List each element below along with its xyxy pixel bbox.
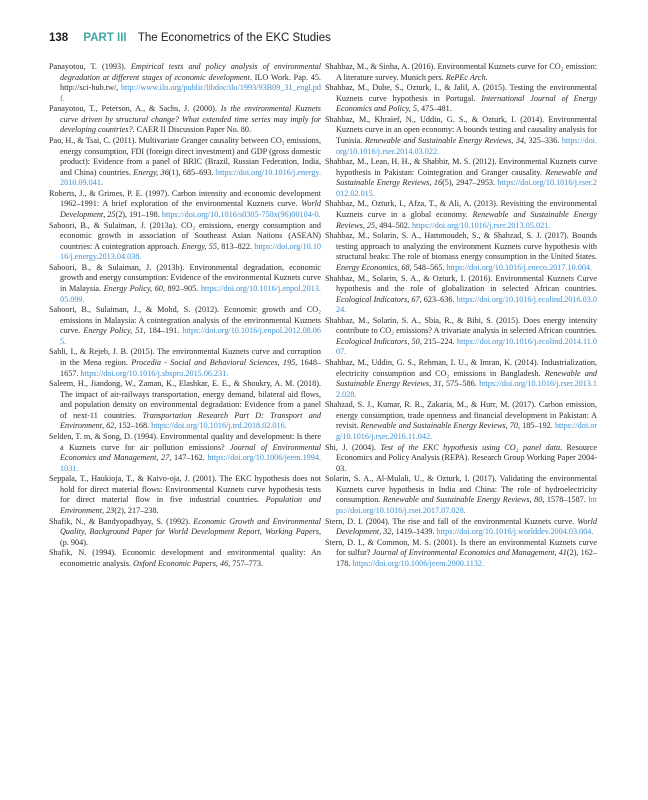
reference-text: Panayotou, T., Peterson, A., & Sachs, J. (2000).	[49, 104, 221, 114]
reference-text: Solarin, S. A., Al-Mulali, U., & Ozturk, I. (2017). Validating the environmental Kuznets curve hypothesis in India and China: The role of hydroelectricity consumption.	[325, 474, 597, 505]
reference-source-italic: Ecological Indicators, 50	[336, 336, 420, 346]
reference-text: Stern, D. I., & Common, M. S. (2001). Is there an environmental Kuznets curve for sulfur?	[325, 537, 597, 558]
reference-entry	[325, 62, 597, 83]
reference-entry	[49, 305, 321, 347]
reference-entry	[49, 263, 321, 305]
reference-details: , 185–192.	[517, 421, 555, 431]
reference-source-italic: Economic Growth and Environmental Quality, Background Paper for World Development Report, Working Papers	[60, 516, 321, 537]
reference-source-italic: World Development, 25	[60, 199, 321, 219]
reference-source-italic: International Journal of Energy Economics and Policy, 5	[336, 93, 597, 114]
reference-entry	[325, 517, 597, 538]
reference-doi-link[interactable]: https://doi.org/10.1016/j.rser.2016.11.042.	[336, 421, 598, 441]
reference-text: Shafik, N., & Bandyopadhyay, S. (1992).	[49, 516, 194, 526]
reference-details: (1), 685–693.	[168, 167, 216, 177]
reference-entry	[49, 517, 321, 549]
reference-text: Saboori, B., & Sulaiman, J. (2013a). CO₂ emissions, energy consumption and economic growth in association of Southeast Asian Nations (ASEAN) countries: A cointegration approach.	[49, 220, 321, 251]
reference-source-italic: Procedia - Social and Behavioral Sciences, 195	[131, 357, 296, 367]
reference-entry	[325, 538, 597, 570]
reference-source-italic: Energy Policy, 60	[103, 283, 163, 293]
reference-source-italic: Energy, 36	[133, 167, 169, 177]
reference-doi-link[interactable]: https://doi.org/10.1016/j.rser.2013.05.021.	[411, 220, 551, 230]
reference-entry	[49, 548, 321, 569]
reference-doi-link[interactable]: https://doi.org/10.1016/j.worlddev.2004.03.004.	[436, 527, 594, 537]
reference-details: , 892–905.	[162, 283, 201, 293]
reference-source-italic: Renewable and Sustainable Energy Reviews, 34	[364, 136, 525, 146]
reference-entry	[49, 136, 321, 189]
reference-text: Stern, D. I. (2004). The rise and fall of the environmental Kuznets curve.	[325, 516, 578, 526]
reference-doi-link[interactable]: https://doi.org/10.1016/j.enpol.2013.05.099.	[60, 283, 321, 304]
reference-entry	[325, 199, 597, 231]
reference-source-italic: RePEc Arch	[445, 72, 486, 82]
reference-source-italic: Renewable and Sustainable Energy Reviews, 80	[382, 495, 543, 505]
reference-details: , 494–502.	[375, 220, 412, 230]
reference-entry	[49, 474, 321, 516]
reference-entry	[325, 316, 597, 358]
reference-details: , 215–224.	[419, 336, 457, 346]
reference-text: Shahzad, S. J., Kumar, R. R., Zakaria, M., & Hurr, M. (2017). Carbon emission, energy consumption, trade openness and financial development in Pakistan: A revisit.	[325, 400, 597, 431]
reference-doi-link[interactable]: https://doi.org/10.1016/s0305-750x(96)00104-0.	[161, 209, 321, 219]
reference-details: , 757–773.	[228, 558, 263, 568]
reference-text: Shahbaz, M., Solarin, S. A., Sbia, R., & Bibi, S. (2015). Does energy intensity contribute to CO₂ emissions? A trivariate analysis in selected African countries.	[325, 315, 597, 336]
reference-entry	[49, 62, 321, 104]
reference-source-italic: Renewable and Sustainable Energy Reviews, 25	[336, 210, 597, 230]
reference-source-italic: Population and Environment, 23	[60, 495, 321, 515]
reference-source-italic: Journal of Environmental Economics and Management, 27	[60, 442, 321, 463]
reference-doi-link[interactable]: https://doi.org/10.1006/jeem.2000.1132.	[352, 558, 485, 568]
running-header	[49, 30, 331, 46]
reference-details: , (p. 904).	[60, 527, 321, 547]
reference-entry	[325, 115, 597, 157]
reference-entry	[325, 358, 597, 400]
reference-text: Selden, T. m, & Song, D. (1994). Environmental quality and development: Is there a Kuznets curve for air pollution emissions?	[49, 431, 321, 452]
reference-source-italic: Renewable and Sustainable Energy Reviews, 31	[336, 368, 598, 389]
reference-doi-link[interactable]: https://doi.org/10.1016/j.rser.2012.02.015.	[336, 178, 598, 198]
reference-text: Pao, H., & Tsai, C. (2011). Multivariate Granger causality between CO₂ emissions, energy consumption, FDI (foreign direct investment) and GDP (gross domestic product): Evidence from a panel of BRIC (Brazil, Russian Federation, India, and China) countries.	[49, 136, 321, 177]
reference-details: , 325–336.	[524, 136, 562, 146]
reference-text: Panayotou, T. (1993).	[49, 62, 131, 71]
reference-doi-link[interactable]: https://doi.org/10.1016/j.rser.2013.12.028.	[336, 379, 597, 399]
reference-details: (2), 191–198.	[115, 209, 162, 219]
reference-text: Saboori, B., & Sulaiman, J. (2013b). Environmental degradation, economic growth and energy consumption: Evidence of the environmental Kuznets curve in Malaysia.	[49, 262, 321, 293]
reference-text: Shahbaz, M., Ozturk, I., Afza, T., & Ali, A. (2013). Revisiting the environmental Kuznets curve in a global economy.	[325, 199, 597, 220]
reference-source-italic: Test of the EKC hypothesis using CO₂ panel data	[380, 442, 561, 452]
reference-doi-link[interactable]: http://www.ilo.org/public/libdoc/ilo/1993/93B09_31_engl.pdf.	[60, 83, 321, 103]
page-number: 138	[49, 32, 69, 44]
reference-entry	[49, 432, 321, 474]
reference-details: , 548–565.	[409, 262, 447, 272]
reference-text: Shahbaz, M., Lean, H. H., & Shabbir, M. S. (2012). Environmental Kuznets curve hypothesis in Pakistan: Cointegration and Granger causality.	[325, 157, 597, 177]
reference-doi-link[interactable]: https://doi.org/10.1016/j.trd.2018.02.016.	[151, 421, 287, 431]
reference-entry	[49, 189, 321, 221]
reference-source-italic: Energy Economics, 68	[336, 262, 410, 272]
reference-doi-link[interactable]: https://doi.org/10.1016/j.energy.2010.09.041.	[60, 167, 321, 188]
part-label: PART III	[83, 32, 127, 44]
reference-details: , 623–636.	[419, 294, 457, 304]
reference-doi-link[interactable]: https://doi.org/10.1016/j.ecolind.2016.03.024.	[336, 294, 597, 315]
reference-details: , 1648–1657.	[60, 357, 322, 378]
reference-source-italic: Transportation Research Part D: Transport and Environment, 62	[60, 410, 321, 431]
references-column-right	[325, 62, 597, 570]
reference-source-italic: Energy, 55	[181, 241, 217, 251]
reference-text: Shahbaz, M., Khraief, N., Uddin, G. S., & Ozturk, I. (2014). Environmental Kuznets curve in an open economy: A bounds testing and causality analysis for Tunisia.	[325, 114, 597, 146]
reference-text: Roberts, J., & Grimes, P. E. (1997). Carbon intensity and economic development 1962–1991: A brief exploration of the environmental Kuznets curve.	[49, 188, 321, 209]
reference-text: Shahbaz, M., & Sinha, A. (2016). Environmental Kuznets curve for CO₂ emission: A literature survey. Munich pers.	[325, 62, 597, 82]
reference-source-italic: Renewable and Sustainable Energy Reviews, 16	[336, 167, 597, 188]
reference-entry	[49, 379, 321, 432]
reference-details: , 575–586.	[441, 379, 480, 389]
reference-entry	[325, 400, 597, 442]
book-title: The Econometrics of the EKC Studies	[137, 32, 331, 44]
reference-details: (2), 162–178.	[336, 548, 597, 568]
reference-details: . Resource Economics and Policy Analysis (REPA). Research Group Working Paper 2004-03.	[336, 442, 597, 473]
references-column-left	[49, 62, 321, 569]
reference-text: Shahbaz, M., Solarin, S. A., & Ozturk, I. (2016). Environmental Kuznets Curve hypothesis and the role of globalization in selected African countries.	[325, 273, 597, 294]
reference-source-italic: Energy Policy, 51	[83, 326, 144, 336]
reference-source-italic: Empirical tests and policy analysis of environmental degradation at different stages of economic development	[60, 62, 321, 82]
reference-details: . CAER II Discussion Paper No. 80.	[132, 125, 252, 135]
reference-doi-link[interactable]: https://doi.org/10.1016/j.rser.2017.07.028.	[336, 495, 598, 515]
reference-entry	[49, 221, 321, 263]
reference-text: Shahbaz, M., Uddin, G. S., Rehman, I. U., & Imran, K. (2014). Industrialization, electricity consumption and CO₂ emissions in Bangladesh.	[325, 358, 597, 378]
reference-entry	[49, 104, 321, 136]
reference-entry	[325, 274, 597, 316]
reference-entry	[325, 443, 597, 475]
reference-text: Shafik, N. (1994). Economic development and environmental quality: An econometric analysis.	[49, 548, 321, 568]
reference-details: , 152–168.	[114, 421, 152, 431]
reference-text: Sahli, I., & Rejeb, J. B. (2015). The environmental Kuznets curve and corruption in the Mena region.	[49, 347, 321, 367]
reference-source-italic: World Development, 32	[336, 516, 597, 537]
reference-source-italic: Oxford Economic Papers, 46	[132, 558, 229, 568]
reference-text: Saleem, H., Jiandong, W., Zaman, K., Elashkar, E. E., & Shoukry, A. M. (2018). The impact of air-railways transportation, energy demand, bilateral aid flows, and population density on environmental degradation: Evidence from a panel of next-11 countries.	[49, 379, 321, 420]
reference-entry	[49, 347, 321, 379]
reference-details: (2), 217–238.	[114, 505, 159, 515]
reference-details: , 475–481.	[416, 104, 452, 114]
reference-details: .	[485, 72, 488, 82]
reference-details: , 184–191.	[143, 326, 183, 336]
reference-doi-link[interactable]: https://doi.org/10.1016/j.ecolind.2014.11.007.	[336, 336, 597, 357]
reference-doi-link[interactable]: https://doi.org/10.1016/j.enpol.2012.08.065.	[60, 326, 321, 346]
reference-details: . ILO Work. Pap. 45. http://sci-hub.tw/,	[60, 72, 321, 93]
reference-text: Saboori, B., Sulaiman, J., & Mohd, S. (2012). Economic growth and CO₂ emissions in Malaysia: A cointegration analysis of the environmental Kuznets curve.	[49, 305, 321, 336]
reference-source-italic: Renewable and Sustainable Energy Reviews, 70	[360, 421, 518, 431]
reference-details: (5), 2947–2953.	[442, 178, 498, 188]
reference-source-italic: Ecological Indicators, 67	[336, 294, 420, 304]
reference-entry	[325, 157, 597, 199]
reference-details: , 1419–1439.	[391, 527, 437, 537]
reference-text: Shahbaz, M., Solarin, S. A., Hammoudeh, S., & Shahzad, S. J. (2017). Bounds testing approach to analyzing the environment Kuznets curve hypothesis with structural beaks: The role of biomass energy consumption in the United States.	[325, 231, 597, 262]
reference-doi-link[interactable]: https://doi.org/10.1006/jeem.1994.1031.	[60, 453, 322, 473]
reference-details: , 813–822.	[217, 241, 255, 251]
reference-text: Seppala, T., Haukioja, T., & Kaivo-oja, J. (2001). The EKC hypothesis does not hold for direct material flows: Environmental Kuznets curve hypothesis tests for direct material flow in five industrial countries.	[49, 474, 321, 505]
reference-entry	[325, 231, 597, 273]
reference-entry	[325, 83, 597, 115]
reference-text: Shahbaz, M., Dube, S., Ozturk, I., & Jalil, A. (2015). Testing the environmental Kuznets curve hypothesis in Portugal.	[325, 83, 597, 103]
reference-doi-link[interactable]: https://doi.org/10.1016/j.rser.2014.03.022.	[336, 136, 598, 156]
reference-details: , 147–162.	[169, 453, 208, 463]
reference-source-italic: Is the environmental Kuznets curve driven by structural change? What extended time series may imply for developing countries?	[60, 104, 321, 135]
reference-doi-link[interactable]: https://doi.org/10.1016/j.energy.2013.04.038.	[60, 241, 322, 262]
reference-source-italic: Journal of Environmental Economics and Management, 41	[372, 548, 567, 558]
reference-doi-link[interactable]: https://doi.org/10.1016/j.eneco.2017.10.004.	[446, 262, 593, 272]
reference-details: , 1578–1587.	[542, 495, 589, 505]
reference-text: Shi, J. (2004).	[325, 442, 381, 452]
reference-entry	[325, 474, 597, 516]
reference-doi-link[interactable]: https://doi.org/10.1016/j.sbspro.2015.06.231.	[80, 368, 229, 378]
